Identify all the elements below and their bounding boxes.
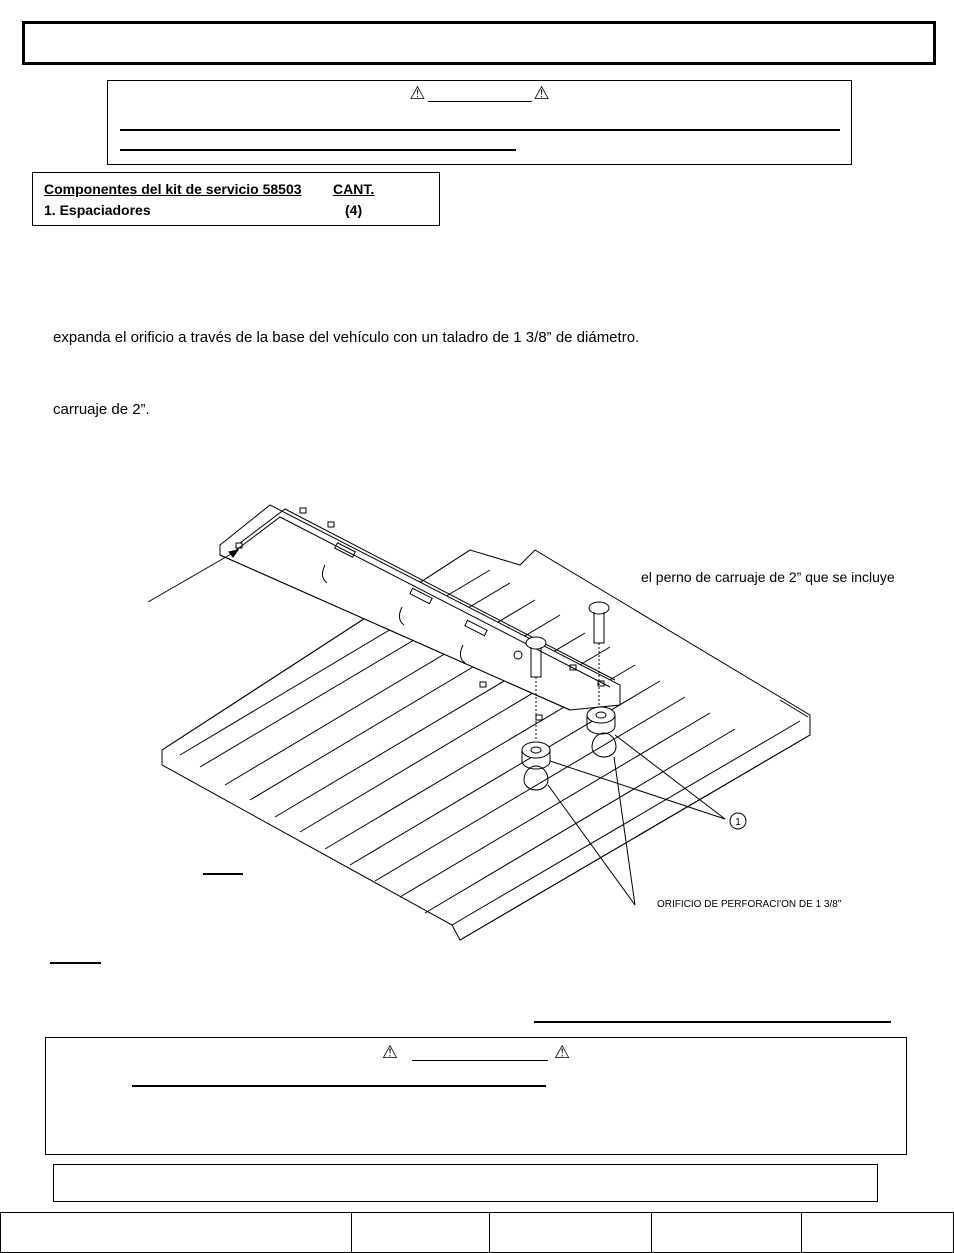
note-underline [203, 873, 243, 875]
text-rule [534, 1021, 891, 1023]
instruction-line-2: carruaje de 2”. [53, 401, 150, 418]
warning-triangle-icon: ⚠ [381, 1042, 398, 1063]
kit-qty-header: CANT. [333, 181, 375, 197]
footer-cell [802, 1213, 953, 1252]
kit-components-table [32, 172, 440, 226]
truck-bed-floor [162, 550, 810, 940]
warning-box-bottom [45, 1037, 907, 1155]
warning-box-top [107, 80, 852, 165]
warning-title-underline [412, 1059, 548, 1061]
bolt-callout: el perno de carruaje de 2” que se incluye [641, 569, 895, 585]
note-box [53, 1164, 878, 1202]
warning-title [46, 1044, 906, 1062]
warning-triangle-icon: ⚠ [409, 83, 426, 104]
warning-text-rule [120, 149, 516, 151]
spacer-callout-number: 1 [735, 817, 741, 828]
warning-text-rule [120, 129, 840, 131]
warning-triangle-icon: ⚠ [533, 83, 550, 104]
footer-cell [1, 1213, 352, 1252]
footer-cell [652, 1213, 802, 1252]
hole-callout: ORIFICIO DE PERFORACI'ON DE 1 3/8" [657, 899, 842, 910]
header-title-bar [22, 21, 936, 65]
warning-triangle-icon: ⚠ [554, 1042, 571, 1063]
kit-item-label: 1. Espaciadores [44, 202, 151, 218]
warning-title [108, 85, 851, 103]
kit-header-label: Componentes del kit de servicio 58503 [44, 181, 302, 197]
footer-cell [352, 1213, 490, 1252]
leader-arrow [148, 550, 238, 602]
kit-item-qty: (4) [345, 202, 363, 218]
footer-table [0, 1212, 954, 1253]
warning-title-underline [428, 100, 532, 102]
warning-text-rule [132, 1085, 546, 1087]
installation-diagram [140, 495, 820, 955]
footer-cell [490, 1213, 652, 1252]
note-underline [50, 962, 101, 964]
instruction-line-1: expanda el orificio a través de la base del vehículo con un taladro de 1 3/8” de diámetro. [53, 329, 640, 346]
